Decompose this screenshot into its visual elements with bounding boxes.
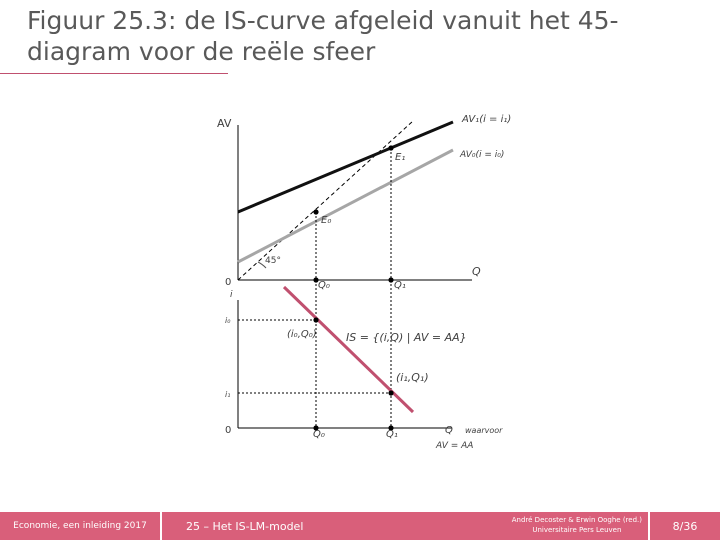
footer-authors [512, 515, 642, 535]
top-q1-label: Q₁ [394, 280, 406, 291]
top-origin-label: 0 [225, 277, 232, 288]
point0-label: (i₀,Q₀) [287, 329, 317, 340]
e1-label: E₁ [395, 152, 406, 163]
bottom-q0-label: Q₀ [313, 429, 325, 440]
footer-authors-line1: André Decoster & Erwin Ooghe (red.) [511, 516, 642, 524]
e1-point [388, 145, 393, 150]
point-i0-q0 [313, 317, 318, 322]
footer-chapter [162, 512, 648, 540]
av-axis-label: AV [217, 117, 232, 130]
footer-page-number: 8/36 [650, 512, 720, 540]
footer-authors-line2: Universitaire Pers Leuven [532, 526, 622, 534]
footer-bar [0, 512, 720, 540]
q1-top-point [388, 277, 393, 282]
footer-chapter-title: 25 – Het IS-LM-model [186, 519, 304, 533]
angle-label: 45° [265, 256, 281, 266]
av0-label: AV₀(i = i₀) [460, 150, 505, 160]
i-axis-label: i [230, 290, 233, 300]
e0-label: E₀ [321, 215, 332, 226]
waarvoor-label: waarvoor [465, 426, 503, 435]
point1-label: (i₁,Q₁) [396, 371, 429, 384]
bottom-origin-label: 0 [225, 425, 232, 436]
top-q-axis-label: Q [472, 265, 481, 278]
slide-title: Figuur 25.3: de IS-curve afgeleid vanuit het 45-diagram voor de reële sfeer [27, 6, 619, 66]
av1-label: AV₁(i = i₁) [462, 114, 512, 125]
i0-label: i₀ [225, 316, 231, 325]
condition-label: AV = AA [436, 441, 474, 451]
e0-point [313, 209, 318, 214]
top-q0-label: Q₀ [318, 280, 330, 291]
is-definition-label: IS = {(i,Q) | AV = AA} [346, 331, 467, 344]
bottom-q1-label: Q₁ [386, 429, 398, 440]
point-i1-q1 [388, 390, 393, 395]
footer-course: Economie, een inleiding 2017 [0, 512, 160, 540]
bottom-q-axis-label: Q [445, 425, 453, 436]
i1-label: i₁ [225, 390, 231, 399]
